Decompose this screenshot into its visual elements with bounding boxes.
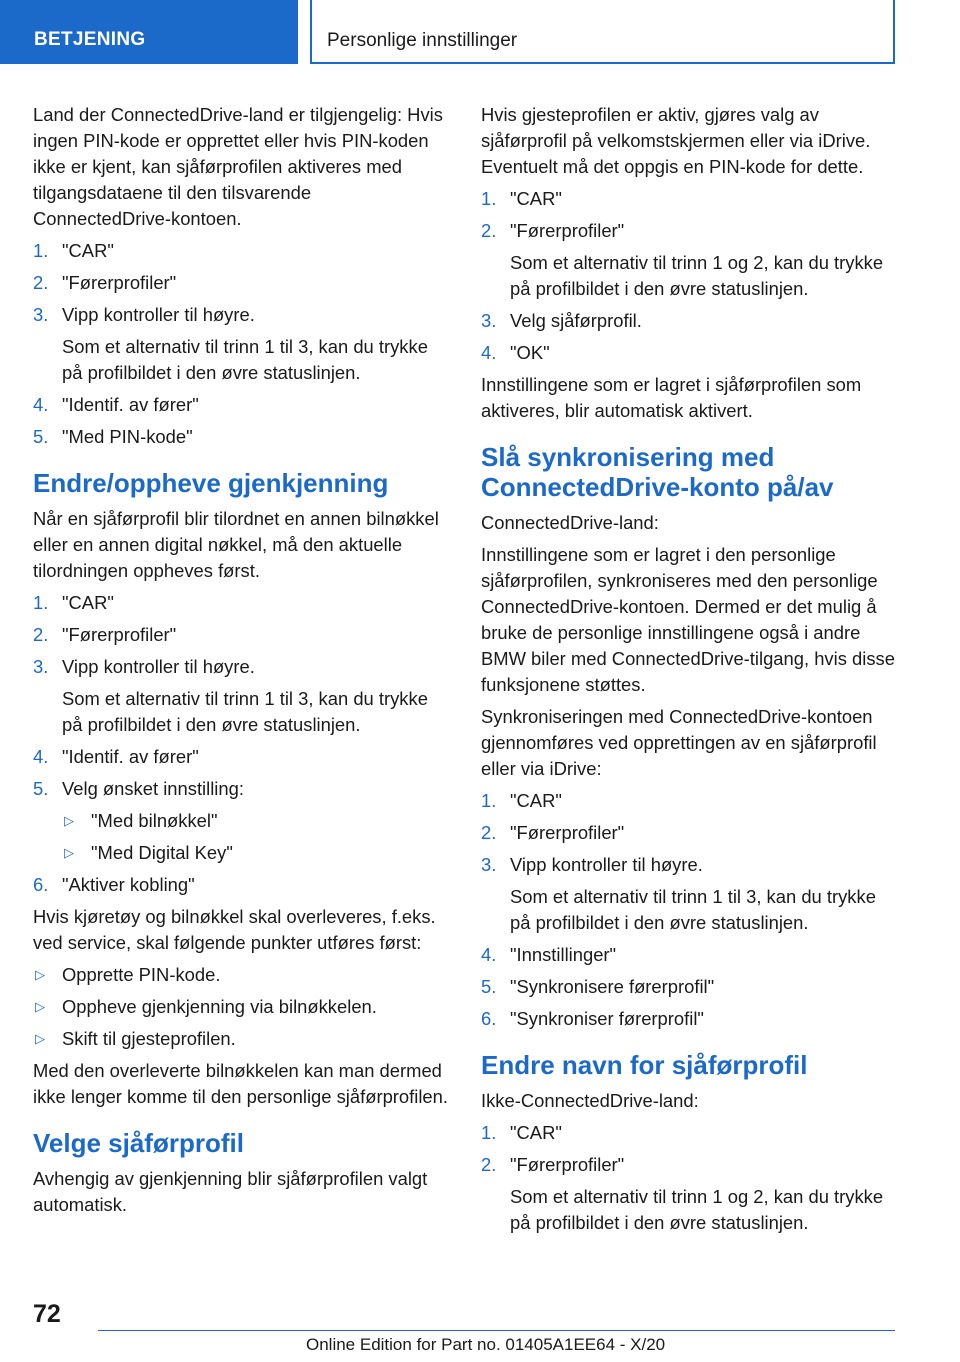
- bullet-item: ▷ Skift til gjesteprofilen.: [33, 1026, 451, 1052]
- steps-list: [33, 238, 451, 450]
- bullet-list: [33, 962, 451, 1052]
- paragraph: Hvis kjøretøy og bilnøkkel skal overleveres, f.eks. ved service, skal følgende punkter utføres først:: [33, 906, 436, 953]
- list-item: 5. "Med PIN-kode": [33, 426, 193, 447]
- paragraph: Innstillingene som er lagret i den personlige sjåførprofilen, synkroniseres med den personlige ConnectedDrive-kontoen. Dermed er det mulig å bruke de personlige innstillingene også i andre BMW biler med ConnectedDrive-tilgang, hvis disse funksjonene støttes.: [481, 544, 895, 695]
- triangle-bullet-icon: ▷: [35, 967, 45, 982]
- list-item: 3. Velg sjåførprofil.: [481, 310, 642, 331]
- list-item: 2. "Førerprofiler": [481, 1154, 625, 1175]
- list-item: 2. "Førerprofiler": [33, 624, 177, 645]
- footer-divider: [98, 1330, 895, 1331]
- paragraph: Når en sjåførprofil blir tilordnet en annen bilnøkkel eller en annen digital nøkkel, må den aktuelle tilordningen oppheves først.: [33, 508, 439, 581]
- triangle-bullet-icon: ▷: [64, 813, 74, 828]
- list-item: 1. "CAR": [481, 790, 562, 811]
- step-note: Som et alternativ til trinn 1 til 3, kan du trykke på profilbildet i den øvre statuslinjen.: [62, 688, 428, 735]
- list-item: 3. Vipp kontroller til høyre.: [33, 304, 255, 325]
- step-note: Som et alternativ til trinn 1 til 3, kan du trykke på profilbildet i den øvre statuslinjen.: [510, 886, 876, 933]
- step-note: Som et alternativ til trinn 1 til 3, kan du trykke på profilbildet i den øvre statuslinjen.: [62, 336, 428, 383]
- chapter-header: [310, 0, 895, 64]
- option-item: ▷ "Med bilnøkkel": [33, 808, 451, 834]
- paragraph: Innstillingene som er lagret i sjåførprofilen som aktiveres, blir automatisk aktivert.: [481, 374, 862, 421]
- step-note: Som et alternativ til trinn 1 og 2, kan du trykke på profilbildet i den øvre statuslinjen.: [510, 1186, 884, 1233]
- list-item: 2. "Førerprofiler": [481, 822, 625, 843]
- section-heading: Endre/oppheve gjenkjenning: [33, 468, 389, 498]
- triangle-bullet-icon: ▷: [35, 999, 45, 1014]
- list-item: 4. "OK": [481, 342, 550, 363]
- list-item: 6. "Aktiver kobling": [33, 874, 195, 895]
- bullet-item: ▷ Oppheve gjenkjenning via bilnøkkelen.: [33, 994, 451, 1020]
- list-item: 2. "Førerprofiler": [481, 220, 625, 241]
- bullet-item: ▷ Opprette PIN-kode.: [33, 962, 451, 988]
- list-item: 4. "Innstillinger": [481, 944, 617, 965]
- paragraph: Land der ConnectedDrive-land er tilgjengelig: Hvis ingen PIN-kode er opprettet eller hvis PIN-koden ikke er kjent, kan sjåførprofilen aktiveres med tilgangsdataene til den tilsvarende ConnectedDrive-kontoen.: [33, 104, 443, 229]
- list-item: 6. "Synkroniser førerprofil": [481, 1008, 704, 1029]
- steps-list: [481, 186, 899, 366]
- paragraph: Avhengig av gjenkjenning blir sjåførprofilen valgt automatisk.: [33, 1168, 428, 1215]
- edition-label: Online Edition for Part no. 01405A1EE64 - X/20: [306, 1335, 666, 1354]
- paragraph: Hvis gjesteprofilen er aktiv, gjøres valg av sjåførprofil på velkomstskjermen eller via iDrive. Eventuelt må det oppgis en PIN-kode for dette.: [481, 104, 871, 177]
- list-item: 5. "Synkronisere førerprofil": [481, 976, 715, 997]
- section-heading: Endre navn for sjåførprofil: [481, 1050, 808, 1080]
- triangle-bullet-icon: ▷: [35, 1031, 45, 1046]
- chapter-title: Personlige innstillinger: [327, 30, 518, 51]
- right-column: [481, 102, 899, 1242]
- list-item: 1. "CAR": [481, 1122, 562, 1143]
- list-item: 1. "CAR": [33, 592, 114, 613]
- section-label: BETJENING: [34, 29, 146, 50]
- list-item: 4. "Identif. av fører": [33, 746, 199, 767]
- section-tab: [0, 0, 298, 64]
- list-item: 4. "Identif. av fører": [33, 394, 199, 415]
- section-heading: Velge sjåførprofil: [33, 1128, 244, 1158]
- triangle-bullet-icon: ▷: [64, 845, 74, 860]
- steps-list: [481, 788, 899, 1032]
- steps-list: [33, 590, 451, 898]
- page-number: 72: [33, 1300, 61, 1328]
- list-item: 1. "CAR": [33, 240, 114, 261]
- list-item: 1. "CAR": [481, 188, 562, 209]
- list-item: 3. Vipp kontroller til høyre.: [33, 656, 255, 677]
- paragraph: Med den overleverte bilnøkkelen kan man dermed ikke lenger komme til den personlige sjåførprofilen.: [33, 1060, 449, 1107]
- list-item: 3. Vipp kontroller til høyre.: [481, 854, 703, 875]
- list-item: 2. "Førerprofiler": [33, 272, 177, 293]
- paragraph: ConnectedDrive-land:: [481, 512, 659, 533]
- option-item: ▷ "Med Digital Key": [33, 840, 451, 866]
- paragraph: Synkroniseringen med ConnectedDrive-kontoen gjennomføres ved opprettingen av en sjåførprofil eller via iDrive:: [481, 706, 877, 779]
- steps-list: [481, 1120, 899, 1236]
- left-column: [33, 102, 451, 1224]
- paragraph: Ikke-ConnectedDrive-land:: [481, 1090, 699, 1111]
- section-heading: Slå synkronisering med ConnectedDrive-konto på/av: [481, 442, 834, 502]
- list-item: 5. Velg ønsket innstilling:: [33, 778, 244, 799]
- step-note: Som et alternativ til trinn 1 og 2, kan du trykke på profilbildet i den øvre statuslinjen.: [510, 252, 884, 299]
